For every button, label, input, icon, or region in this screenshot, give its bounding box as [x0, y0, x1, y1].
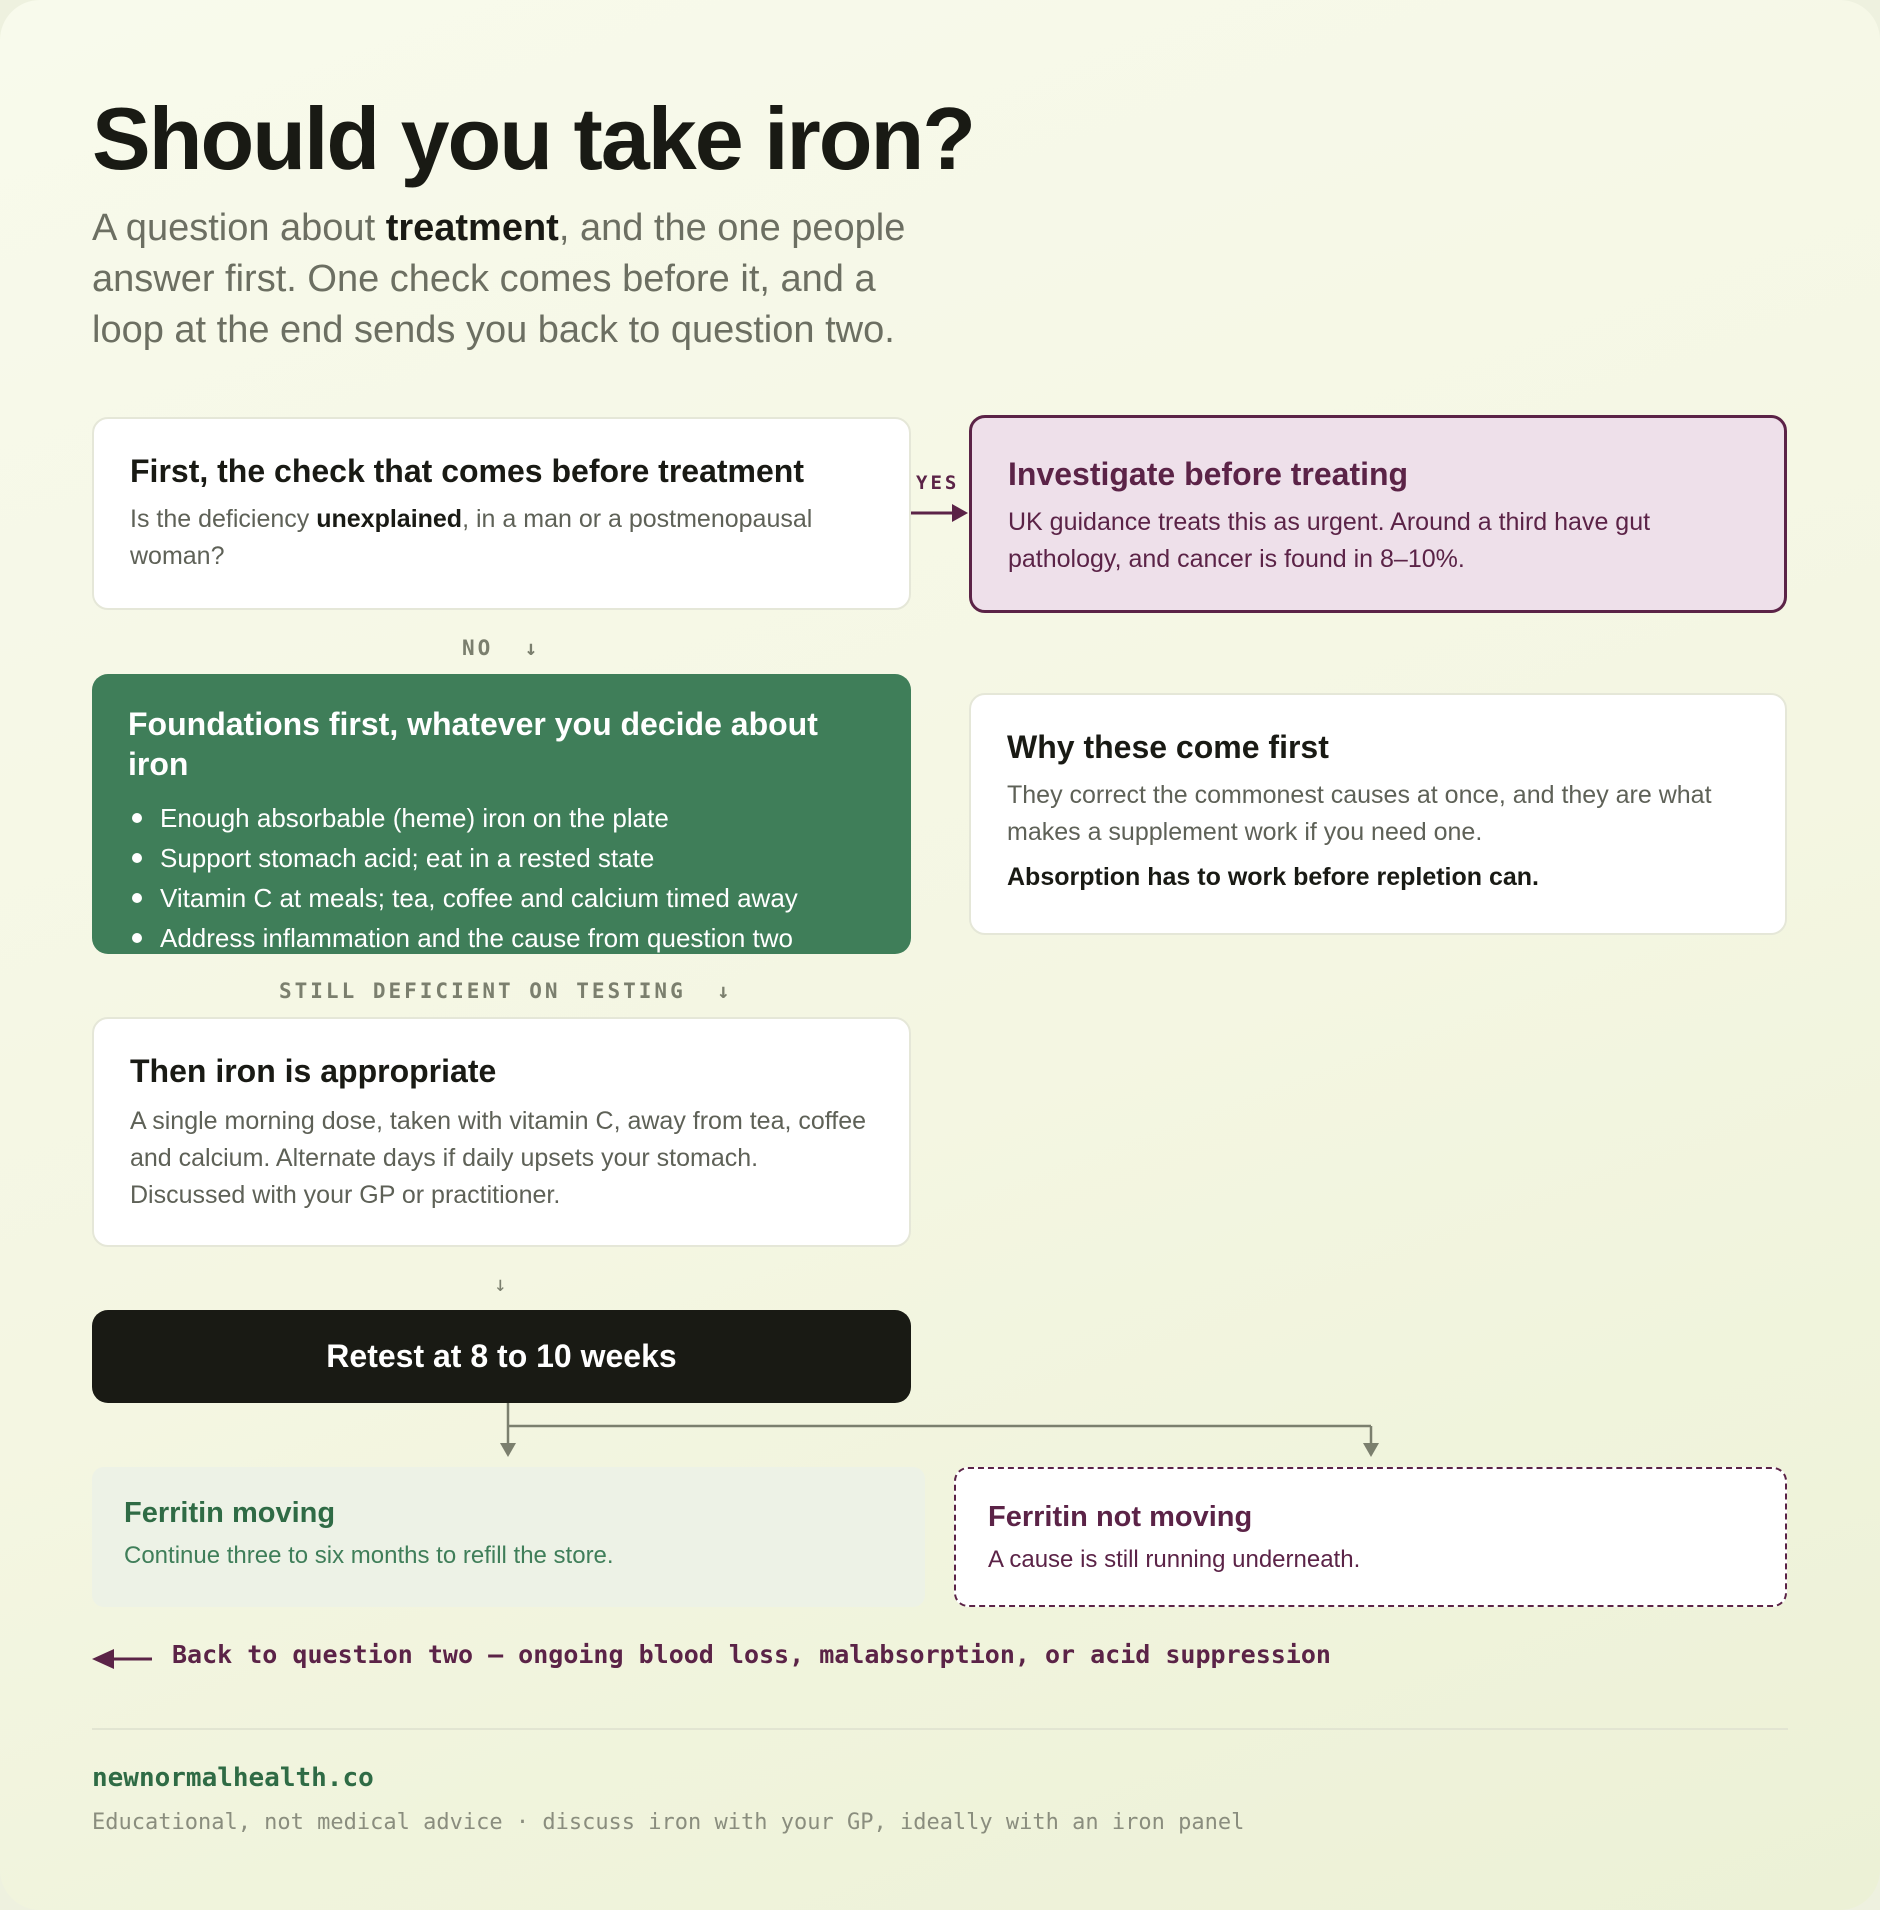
investigate-card-text: UK guidance treats this as urgent. Around a third have gut pathology, and cancer is found in 8–10%. [1008, 508, 1651, 573]
split-arrow-left [500, 1443, 516, 1457]
foundations-item: Support stomach acid; eat in a rested state [128, 838, 875, 878]
why-card [969, 693, 1787, 935]
ferritin-moving-text: Continue three to six months to refill the store. [124, 1542, 614, 1569]
foundations-item: Vitamin C at meals; tea, coffee and calcium timed away [128, 878, 875, 918]
back-loop [92, 1640, 1792, 1680]
check-text-post: , in a man or a postmenopausal woman? [130, 505, 813, 570]
foundations-item: Enough absorbable (heme) iron on the plate [128, 798, 875, 838]
why-card-heading: Why these come first [1007, 729, 1329, 765]
yes-arrow-head [952, 504, 968, 522]
ferritin-not-moving-text: A cause is still running underneath. [988, 1546, 1361, 1573]
subtitle-pre: A question about [92, 207, 386, 249]
down-arrow: ↓ [494, 1272, 507, 1296]
check-text-bold: unexplained [316, 505, 463, 533]
investigate-card [969, 415, 1787, 613]
check-card-heading: First, the check that comes before treatment [130, 453, 804, 489]
check-text-pre: Is the deficiency [130, 505, 317, 533]
foundations-item: Address inflammation and the cause from question two [128, 918, 875, 958]
foundations-card-heading: Foundations first, whatever you decide about iron [128, 706, 818, 782]
ferritin-not-moving-card [954, 1467, 1787, 1607]
ferritin-moving-card [92, 1467, 925, 1607]
footer-divider [92, 1728, 1788, 1730]
split-arrow-right [1363, 1443, 1379, 1457]
retest-box [92, 1310, 911, 1403]
check-card-text [130, 501, 873, 575]
yes-label: YES [916, 472, 960, 494]
check-card [92, 417, 911, 610]
back-arrow-icon [92, 1644, 156, 1674]
foundations-list [128, 798, 875, 958]
then-card-text: A single morning dose, taken with vitamin C, away from tea, coffee and calcium. Alternate days if daily upsets your stomach. Discussed with your GP or practitioner. [130, 1107, 867, 1209]
foundations-card [92, 674, 911, 954]
page-subtitle [92, 203, 942, 356]
investigate-card-heading: Investigate before treating [1008, 456, 1409, 492]
disclaimer: Educational, not medical advice · discuss iron with your GP, ideally with an iron panel [92, 1810, 1245, 1835]
page-title: Should you take iron? [92, 89, 975, 188]
subtitle-post: , and the one people answer first. One check comes before it, and a loop at the end sends you back to question two. [92, 207, 906, 351]
ferritin-not-moving-heading: Ferritin not moving [988, 1501, 1253, 1533]
no-label: NO ↓ [462, 636, 541, 660]
ferritin-moving-heading: Ferritin moving [124, 1497, 336, 1529]
retest-label: Retest at 8 to 10 weeks [326, 1338, 677, 1374]
still-deficient-label: STILL DEFICIENT ON TESTING ↓ [279, 979, 733, 1003]
brand-name: newnormalhealth.co [92, 1763, 374, 1793]
back-loop-text: Back to question two — ongoing blood loss, malabsorption, or acid suppression [172, 1640, 1331, 1669]
then-card-heading: Then iron is appropriate [130, 1053, 497, 1089]
subtitle-bold: treatment [385, 207, 559, 249]
why-card-emphasis: Absorption has to work before repletion can. [1007, 863, 1540, 891]
then-card [92, 1017, 911, 1247]
why-card-text: They correct the commonest causes at once, and they are what makes a supplement work if you need one. [1007, 781, 1712, 846]
